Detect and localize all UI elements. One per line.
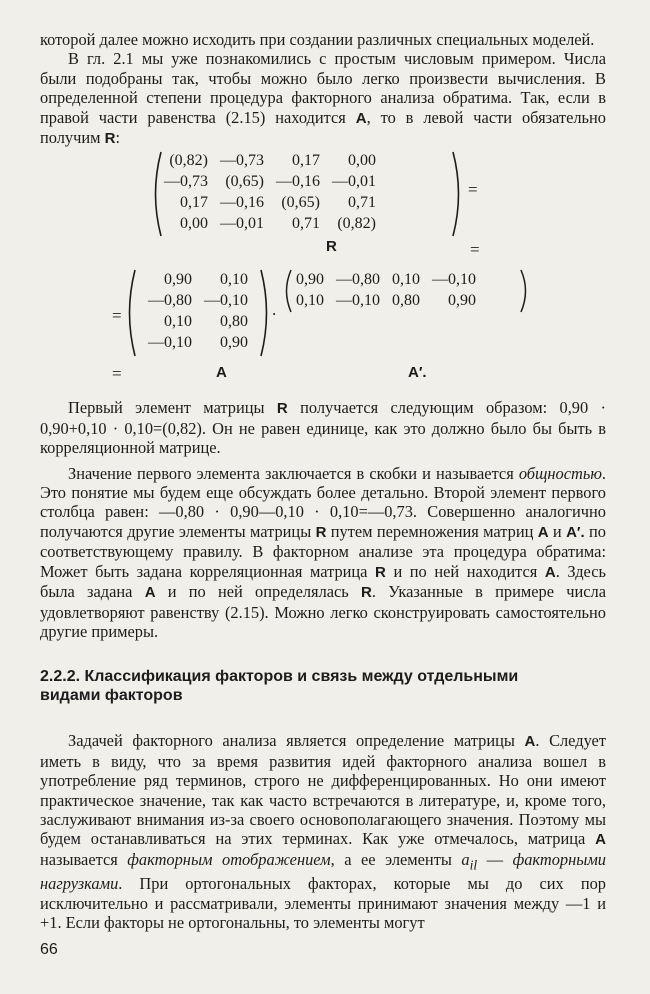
matrix-cell: —0,16 — [276, 173, 320, 191]
multiplication-dot: . — [272, 300, 277, 320]
matrix-row — [290, 269, 482, 290]
matrix-cell: (0,65) — [225, 173, 264, 191]
matrix-row — [138, 332, 254, 353]
matrix-cell: 0,90 — [448, 292, 476, 310]
paragraph-task: Задачей факторного анализа является определение матрицы A. Следует иметь в виду, что за время развития идей факторного анализа вошел в употребление ряд терминов, строго не дифференцированных. Но они имеют практическое значение, так как часто встречаются в литературе, и, кроме того, заслуживают внимания из-за своего основополагающего значения. Поэтому мы будем останавливаться на этих терминах. Как уже отмечалось, матрица A называется факторным отображением, а ее элементы $a_{il}$ — факторными нагрузками. При ортогональных факторах, которые мы до сих пор исключительно и рассматривали, элементы принимают значения между —1 и +1. Если факторы не ортогональны, то элементы могут — [40, 731, 606, 933]
matrix-cell: (0,82) — [337, 215, 376, 233]
equals-sign: = — [112, 306, 122, 326]
right-paren-icon — [518, 268, 532, 314]
matrix-r — [158, 150, 382, 234]
left-paren-icon — [122, 268, 138, 358]
matrix-cell: —0,73 — [164, 173, 208, 191]
matrix-cell: —0,01 — [220, 215, 264, 233]
right-paren-icon — [450, 150, 466, 238]
matrix-cell: 0,17 — [180, 194, 208, 212]
matrix-cell: 0,10 — [296, 292, 324, 310]
matrix-cell: 0,71 — [348, 194, 376, 212]
matrix-cell: (0,65) — [281, 194, 320, 212]
matrix-row — [158, 192, 382, 213]
paragraph-communality: Значение первого элемента заключается в скобки и называется общностью. Это понятие мы будем еще обсуждать более детально. Второй элемент первого столбца равен: —0,80 · 0,90—0,10 · 0,10=—0,73. Совершенно аналогично получаются другие элементы матрицы R путем перемножения матриц A и A′. по соответствующему правилу. В факторном анализе эта процедура обратима: Может быть задана корреляционная матрица R и по ней находится A. Здесь была задана A и по ней определялась R. Указанные в примере числа удовлетворяют равенству (2.15). Можно легко сконструировать самостоятельно другие примеры. — [40, 463, 606, 641]
matrix-cell: 0,10 — [164, 313, 192, 331]
matrix-equation — [40, 148, 606, 388]
matrix-cell: 0,00 — [180, 215, 208, 233]
matrix-cell: 0,10 — [392, 271, 420, 289]
matrix-cell: 0,00 — [348, 152, 376, 170]
paragraph-first-element: Первый элемент матрицы R получается следующим образом: 0,90 · 0,90+0,10 · 0,10=(0,82). Он не равен единице, как это должно было бы быть в корреляционной матрице. — [40, 398, 606, 458]
matrix-row — [158, 171, 382, 192]
matrix-a-transposed — [290, 269, 482, 311]
page-content — [40, 30, 606, 933]
equals-sign: = — [468, 180, 478, 200]
matrix-row — [158, 213, 382, 234]
matrix-cell: —0,16 — [220, 194, 264, 212]
matrix-cell: 0,17 — [292, 152, 320, 170]
matrix-cell: —0,10 — [204, 292, 248, 310]
matrix-row — [158, 150, 382, 171]
matrix-cell: 0,80 — [392, 292, 420, 310]
matrix-cell: 0,90 — [296, 271, 324, 289]
matrix-cell: 0,10 — [220, 271, 248, 289]
matrix-row — [138, 311, 254, 332]
label-a: A — [216, 364, 227, 382]
matrix-cell: 0,71 — [292, 215, 320, 233]
equals-sign: = — [112, 364, 122, 384]
matrix-row — [138, 290, 254, 311]
label-a-transposed: A′. — [408, 364, 427, 382]
matrix-cell: 0,80 — [220, 313, 248, 331]
equals-sign: = — [470, 240, 480, 260]
paragraph-intro: В гл. 2.1 мы уже познакомились с простым числовым примером. Числа были подобраны так, чтобы можно было легко произвести вычисления. В определенной степени процедура факторного анализа обратима. Так, если в правой части равенства (2.15) находится A, то в левой части обязательно получим R: — [40, 49, 606, 148]
matrix-row — [290, 290, 482, 311]
matrix-cell: —0,80 — [336, 271, 380, 289]
matrix-cell: —0,80 — [148, 292, 192, 310]
section-heading: 2.2.2. Классификация факторов и связь между отдельными видами факторов — [40, 668, 519, 705]
matrix-cell: —0,10 — [432, 271, 476, 289]
matrix-cell: 0,90 — [220, 334, 248, 352]
matrix-cell: —0,10 — [148, 334, 192, 352]
label-r: R — [326, 238, 337, 256]
paragraph-continuation: которой далее можно исходить при создании различных специальных моделей. — [40, 30, 595, 49]
matrix-cell: 0,90 — [164, 271, 192, 289]
matrix-cell: —0,01 — [332, 173, 376, 191]
matrix-cell: —0,10 — [336, 292, 380, 310]
matrix-cell: (0,82) — [169, 152, 208, 170]
matrix-cell: —0,73 — [220, 152, 264, 170]
matrix-row — [138, 269, 254, 290]
matrix-a — [138, 269, 254, 353]
page-number: 66 — [40, 941, 58, 958]
